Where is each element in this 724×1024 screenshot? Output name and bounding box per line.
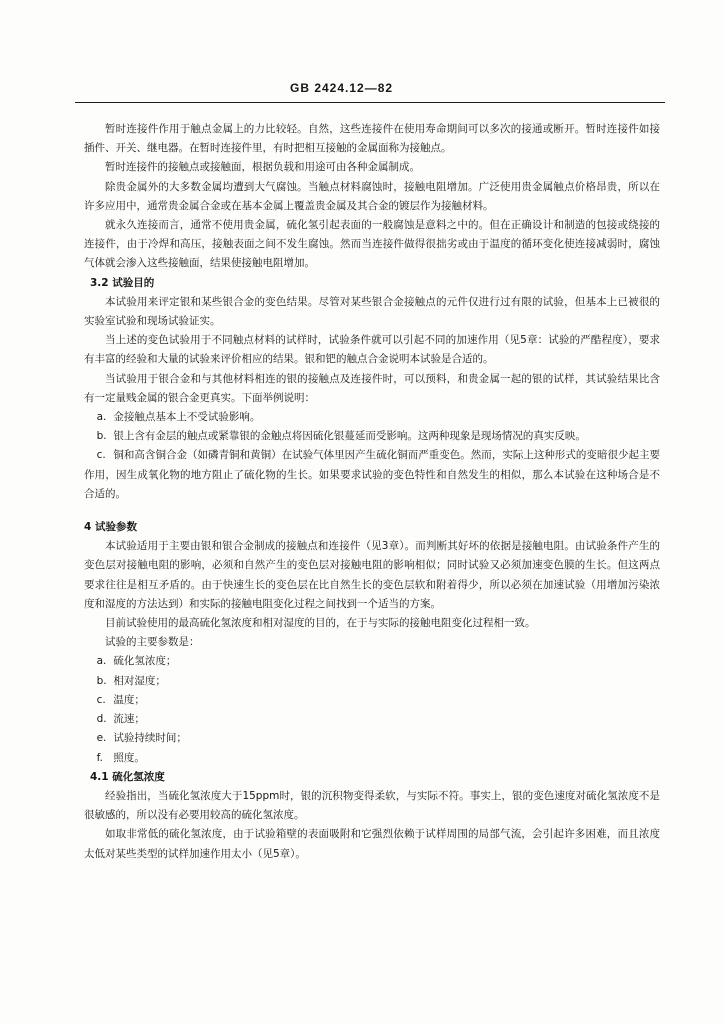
list-item-text: 试验持续时间；	[113, 732, 187, 745]
subsection-heading: 4.1 硫化氢浓度	[90, 770, 165, 783]
list-item-label: b.	[96, 674, 107, 687]
paragraph: 暂时连接件作用于触点金属上的力比较轻。自然，这些连接件在使用寿命期间可以多次的接通或断开。暂时连接件如接插件、开关、继电器。在暂时连接件里，有时把相互接触的金属面称为接触点。	[84, 123, 660, 155]
document-body	[84, 120, 660, 864]
list-item	[84, 729, 660, 748]
paragraph: 目前试验使用的最高硫化氢浓度和相对湿度的目的，在于与实际的接触电阻变化过程相一致。	[105, 617, 536, 630]
list-item-text: 相对湿度；	[113, 674, 166, 687]
paragraph: 当上述的变色试验用于不同触点材料的试样时，试验条件就可以引起不同的加速作用（见5章：试验的严酷程度），要求有丰富的经验和大量的试验来评价相应的结果。银和钯的触点合金说明本试验是合适的。	[84, 334, 660, 366]
list-item	[84, 749, 660, 768]
paragraph: 本试验适用于主要由银和银合金制成的接触点和连接件（见3章）。而判断其好坏的依据是接触电阻。由试验条件产生的变色层对接触电阻的影响，必须和自然产生的变色层对接触电阻的影响相似；同时试验又必须加速变色膜的生长。但这两点要求往往是相互矛盾的。由于快速生长的变色层在比自然生长的变色层软和附着得少，所以必须在加速试验（用增加污染浓度和湿度的方法达到）和实际的接触电阻变化过程之间找到一个适当的方案。	[84, 540, 660, 610]
list-item-text: 金接触点基本上不受试验影响。	[113, 411, 261, 424]
list-item-label: c.	[96, 693, 106, 706]
list-item-text: 照度。	[113, 751, 145, 764]
paragraph: 当试验用于银合金和与其他材料相连的银的接触点及连接件时，可以预料，和贵金属一起的银的试样，其试验结果比含有一定量贱金属的银合金更真实。下面举例说明：	[84, 372, 660, 404]
list-item-text: 温度；	[113, 693, 145, 706]
header-rule	[75, 102, 665, 103]
paragraph: 如取非常低的硫化氢浓度，由于试验箱壁的表面吸附和它强烈依赖于试样周围的局部气流，会引起许多困难，而且浓度太低对某些类型的试样加速作用太小（见5章）。	[84, 828, 660, 860]
list-item	[84, 710, 660, 729]
list-item-label: c.	[96, 449, 106, 462]
list-item-text: 铜和高含铜合金（如磷青铜和黄铜）在试验气体里因产生硫化铜而严重变色。然而，实际上这种形式的变暗很少起主要作用，因生成氧化物的地方阻止了硫化物的生长。如果要求试验的变色特性和自然发生的相似，那么本试验在这种场合是不合适的。	[84, 449, 660, 500]
list-item-label: a.	[96, 411, 107, 424]
list-item	[84, 652, 660, 671]
list-item-label: f.	[96, 751, 103, 764]
list-item	[84, 672, 660, 691]
list-item	[84, 691, 660, 710]
paragraph: 试验的主要参数是：	[105, 636, 200, 649]
list-item-label: b.	[96, 430, 107, 443]
paragraph: 除贵金属外的大多数金属均遭到大气腐蚀。当触点材料腐蚀时，接触电阻增加。广泛使用贵金属触点价格昂贵，所以在许多应用中，通常贵金属合金或在基本金属上覆盖贵金属及其合金的镀层作为接触材料。	[84, 180, 660, 212]
list-item	[84, 427, 660, 446]
list-item-label: e.	[96, 732, 107, 745]
list-item-text: 流速；	[113, 713, 145, 726]
paragraph: 经验指出，当硫化氢浓度大于15ppm时，银的沉积物变得柔软，与实际不符。事实上，银的变色速度对硫化氢浓度不是很敏感的，所以没有必要用较高的硫化氢浓度。	[84, 789, 660, 822]
list-item-text: 硫化氢浓度；	[113, 655, 177, 668]
section-heading: 4 试验参数	[84, 521, 137, 534]
paragraph: 暂时连接件的接触点或接触面，根据负载和用途可由各种金属制成。	[105, 161, 420, 174]
list-item	[84, 446, 660, 504]
list-item-text: 银上含有金层的触点或紧靠银的金触点将因硫化银蔓延而受影响。这两种现象是现场情况的真实反映。	[113, 430, 586, 443]
standard-code-header: GB 2424.12—82	[290, 81, 394, 95]
paragraph: 就永久连接而言，通常不使用贵金属，硫化氢引起表面的一般腐蚀是意料之中的。但在正确设计和制造的包接或绕接的连接件，由于冷焊和高压，接触表面之间不发生腐蚀。然而当连接件做得很拙劣或由于温度的循环变化使连接减弱时，腐蚀气体就会渗入这些接触面，结果使接触电阻增加。	[84, 219, 660, 270]
subsection-heading: 3.2 试验目的	[90, 276, 155, 289]
list-item	[84, 408, 660, 427]
list-item-label: d.	[96, 713, 107, 726]
paragraph: 本试验用来评定银和某些银合金的变色结果。尽管对某些银合金接触点的元件仅进行过有限的试验，但基本上已被很的实验室试验和现场试验证实。	[84, 295, 660, 328]
list-item-label: a.	[96, 655, 107, 668]
